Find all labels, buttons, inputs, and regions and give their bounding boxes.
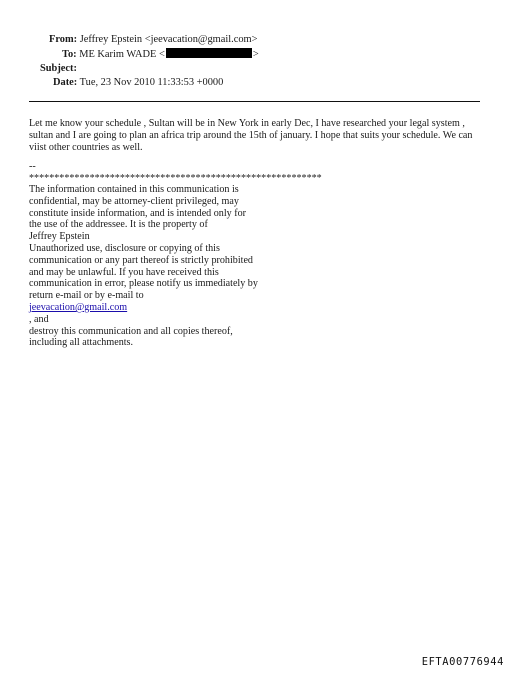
date-label: Date:: [53, 77, 78, 88]
disclaimer-line: and may be unlawful. If you have received this: [29, 266, 219, 278]
from-value: Jeffrey Epstein <jeevacation@gmail.com>: [79, 34, 258, 45]
header-divider: [29, 101, 480, 102]
signature-stars: **********************************************************: [29, 172, 322, 184]
disclaimer-email-prefix: return e-mail or by e-mail to: [29, 290, 144, 302]
disclaimer-line: destroy this communication and all copies thereof,: [29, 325, 233, 337]
subject-row: [40, 62, 77, 75]
disclaimer-email-suffix: , and: [29, 313, 49, 325]
disclaimer-line: Jeffrey Epstein: [29, 231, 90, 243]
email-link[interactable]: jeevacation@gmail.com: [29, 301, 128, 313]
redaction-block: [166, 48, 252, 58]
disclaimer-line: the use of the addressee. It is the property of: [29, 219, 208, 231]
disclaimer-line: Unauthorized use, disclosure or copying of this: [29, 242, 220, 254]
disclaimer-line: communication or any part thereof is strictly prohibited: [29, 254, 253, 266]
from-label: From:: [49, 34, 78, 45]
to-value: ME Karim WADE <: [79, 49, 165, 60]
signature-separator: [29, 161, 322, 185]
disclaimer-line: constitute inside information, and is intended only for: [29, 207, 246, 219]
body-line-2: sultan and I are going to plan an africa trip around the 15th of january. I hope that suits your schedule. We can: [29, 129, 473, 141]
to-value-suffix: >: [252, 49, 259, 60]
to-row: [62, 48, 259, 61]
disclaimer-line-email: [29, 290, 258, 325]
date-value: Tue, 23 Nov 2010 11:33:53 +0000: [79, 77, 224, 88]
body-line-3: viist other countries as well.: [29, 141, 143, 153]
body-line-1: Let me know your schedule , Sultan will be in New York in early Dec, I have researched your legal system ,: [29, 118, 465, 129]
bates-number: EFTA00776944: [421, 656, 504, 668]
to-label: To:: [62, 49, 77, 60]
message-body: [29, 118, 494, 153]
signature-dashes: --: [29, 161, 36, 172]
disclaimer-line: including all attachments.: [29, 337, 133, 349]
disclaimer-line: confidential, may be attorney-client privileged, may: [29, 195, 239, 207]
from-row: [49, 33, 257, 46]
subject-label: Subject:: [40, 63, 77, 74]
disclaimer-line: communication in error, please notify us immediately by: [29, 278, 258, 290]
disclaimer-line: The information contained in this communication is: [29, 184, 239, 195]
disclaimer: [29, 184, 258, 349]
date-row: [53, 76, 223, 89]
